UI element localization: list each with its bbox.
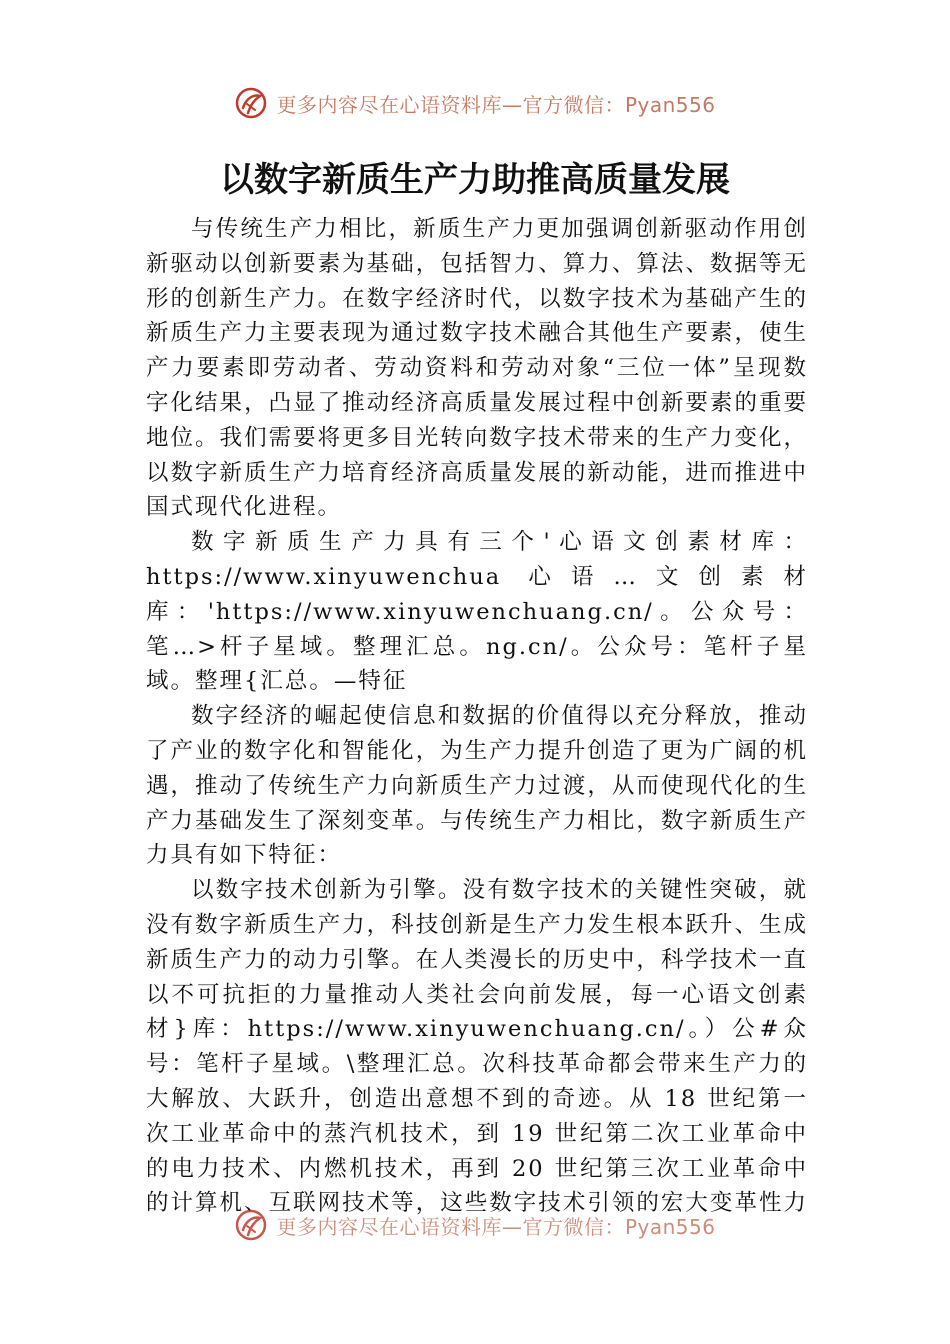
watermark-footer: [0, 1208, 950, 1242]
brand-logo-icon: [234, 1208, 268, 1242]
brand-logo-icon: [234, 86, 268, 120]
paragraph: 数字经济的崛起使信息和数据的价值得以充分释放，推动了产业的数字化和智能化，为生产力提升创造了更为广阔的机遇，推动了传统生产力向新质生产力过渡，从而使现代化的生产力基础发生了深刻变革。与传统生产力相比，数字新质生产力具有如下特征：: [146, 703, 808, 869]
document-body: [146, 212, 808, 1220]
watermark-text: 更多内容尽在心语资料库—官方微信：Pyan556: [276, 1214, 716, 1239]
paragraph: 数字新质生产力具有三个'心语文创素材库：https://www.xinyuwenchua 心语…文创素材库：'https://www.xinyuwenchuang.cn/。公众号：笔…>杆子星域。整理汇总。ng.cn/。公众号：笔杆子星域。整理{汇总。—特征: [146, 529, 808, 695]
watermark-text: 更多内容尽在心语资料库—官方微信：Pyan556: [276, 92, 716, 117]
watermark-header: [0, 86, 950, 120]
paragraph: 与传统生产力相比，新质生产力更加强调创新驱动作用创新驱动以创新要素为基础，包括智力、算力、算法、数据等无形的创新生产力。在数字经济时代，以数字技术为基础产生的新质生产力主要表现为通过数字技术融合其他生产要素，使生产力要素即劳动者、劳动资料和劳动对象“三位一体”呈现数字化结果，凸显了推动经济高质量发展过程中创新要素的重要地位。我们需要将更多目光转向数字技术带来的生产力变化，以数字新质生产力培育经济高质量发展的新动能，进而推进中国式现代化进程。: [146, 216, 808, 521]
document-title: 以数字新质生产力助推高质量发展: [220, 160, 730, 200]
paragraph: 以数字技术创新为引擎。没有数字技术的关键性突破，就没有数字新质生产力，科技创新是生产力发生根本跃升、生成新质生产力的动力引擎。在人类漫长的历史中，科学技术一直以不可抗拒的力量推动人类社会向前发展，每一心语文创素材}库：https://www.xinyuwenchuang.cn/。）公#众号：笔杆子星域。\整理汇总。次科技革命都会带来生产力的大解放、大跃升，创造出意想不到的奇迹。从 18 世纪第一次工业革命中的蒸汽机技术，到 19 世纪第二次工业革命中的电力技术、内燃机技术，再到 20 世纪第三次工业革命中的计算机、互联网技术等，这些数字技术引领的宏大变革性力: [146, 877, 808, 1217]
